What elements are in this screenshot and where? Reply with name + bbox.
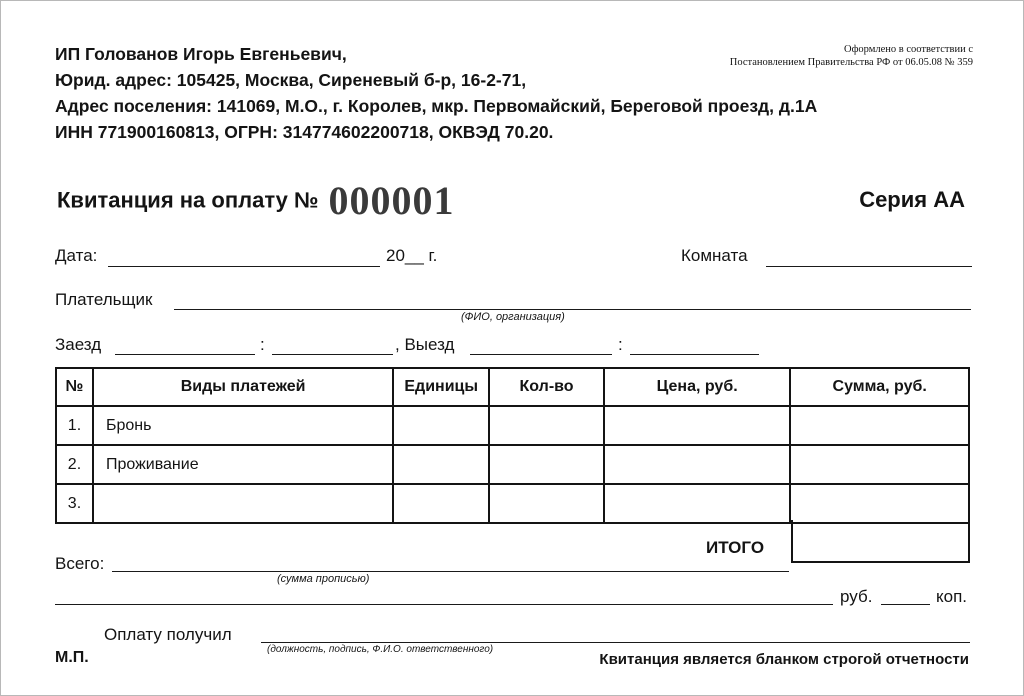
column-header-price: Цена, руб.	[604, 368, 790, 406]
total-words-field-line-2[interactable]	[55, 604, 833, 605]
row-number: 2.	[56, 445, 93, 484]
rub-label: руб.	[840, 587, 873, 606]
legal-note-line-2: Постановлением Правительства РФ от 06.05.08 № 359	[729, 57, 973, 68]
date-field[interactable]	[108, 266, 380, 267]
column-header-payment-type: Виды платежей	[93, 368, 393, 406]
issuer-settlement-address: Адрес поселения: 141069, М.О., г. Королев, мкр. Первомайский, Береговой проезд, д.1А	[55, 96, 818, 116]
itogo-label: ИТОГО	[706, 538, 765, 557]
stamp-label: М.П.	[55, 649, 89, 666]
legal-note	[730, 43, 973, 69]
checkout-date-field[interactable]	[470, 354, 612, 355]
table-row	[56, 445, 969, 484]
strict-reporting-note: Квитанция является бланком строгой отчетности	[599, 651, 969, 668]
checkin-time-field[interactable]	[272, 354, 393, 355]
total-words-label: Всего:	[55, 554, 105, 573]
row-units-cell[interactable]	[393, 445, 489, 484]
date-label: Дата:	[55, 246, 98, 265]
checkout-label: , Выезд	[395, 335, 455, 354]
year-label: 20__ г.	[386, 246, 438, 265]
checkout-time-field[interactable]	[630, 354, 759, 355]
receipt-title	[57, 177, 455, 224]
payer-hint: (ФИО, организация)	[461, 311, 565, 323]
received-by-field[interactable]	[261, 642, 970, 643]
receipt-series: Серия АА	[859, 187, 965, 212]
issuer-tax-ids: ИНН 771900160813, ОГРН: 314774602200718, ОКВЭД 70.20.	[55, 122, 554, 142]
row-quantity-cell[interactable]	[489, 445, 604, 484]
checkin-date-field[interactable]	[115, 354, 255, 355]
row-price-cell[interactable]	[604, 484, 790, 523]
row-quantity-cell[interactable]	[489, 484, 604, 523]
checkout-colon: :	[618, 335, 623, 354]
payer-label: Плательщик	[55, 290, 153, 309]
row-units-cell[interactable]	[393, 406, 489, 445]
room-field[interactable]	[766, 266, 972, 267]
total-words-field[interactable]	[112, 571, 789, 572]
row-payment-type: Проживание	[93, 445, 393, 484]
checkin-label: Заезд	[55, 335, 102, 354]
row-price-cell[interactable]	[604, 406, 790, 445]
table-header-row	[56, 368, 969, 406]
total-words-hint: (сумма прописью)	[277, 573, 370, 585]
column-header-number: №	[56, 368, 93, 406]
row-number: 3.	[56, 484, 93, 523]
kop-label: коп.	[936, 587, 968, 606]
row-sum-cell[interactable]	[790, 484, 969, 523]
received-by-hint: (должность, подпись, Ф.И.О. ответственного)	[267, 644, 494, 655]
column-header-sum: Сумма, руб.	[790, 368, 969, 406]
issuer-name: ИП Голованов Игорь Евгеньевич,	[55, 44, 347, 64]
table-row	[56, 484, 969, 523]
payer-field[interactable]	[174, 309, 971, 310]
row-sum-cell[interactable]	[790, 445, 969, 484]
kop-field[interactable]	[881, 604, 930, 605]
row-price-cell[interactable]	[604, 445, 790, 484]
issuer-details	[55, 41, 817, 145]
issuer-legal-address: Юрид. адрес: 105425, Москва, Сиреневый б-р, 16-2-71,	[55, 70, 527, 90]
row-number: 1.	[56, 406, 93, 445]
receipt-number: 000001	[328, 178, 455, 223]
column-header-units: Единицы	[393, 368, 489, 406]
table-row	[56, 406, 969, 445]
itogo-amount-field[interactable]	[791, 520, 970, 563]
row-payment-type[interactable]	[93, 484, 393, 523]
payments-table	[55, 367, 970, 524]
row-sum-cell[interactable]	[790, 406, 969, 445]
legal-note-line-1: Оформлено в соответствии с	[844, 44, 973, 55]
column-header-quantity: Кол-во	[489, 368, 604, 406]
checkin-colon: :	[260, 335, 265, 354]
row-units-cell[interactable]	[393, 484, 489, 523]
row-quantity-cell[interactable]	[489, 406, 604, 445]
room-label: Комната	[681, 246, 748, 265]
receipt-title-text: Квитанция на оплату №	[57, 187, 319, 213]
row-payment-type: Бронь	[93, 406, 393, 445]
received-by-label: Оплату получил	[104, 625, 232, 644]
